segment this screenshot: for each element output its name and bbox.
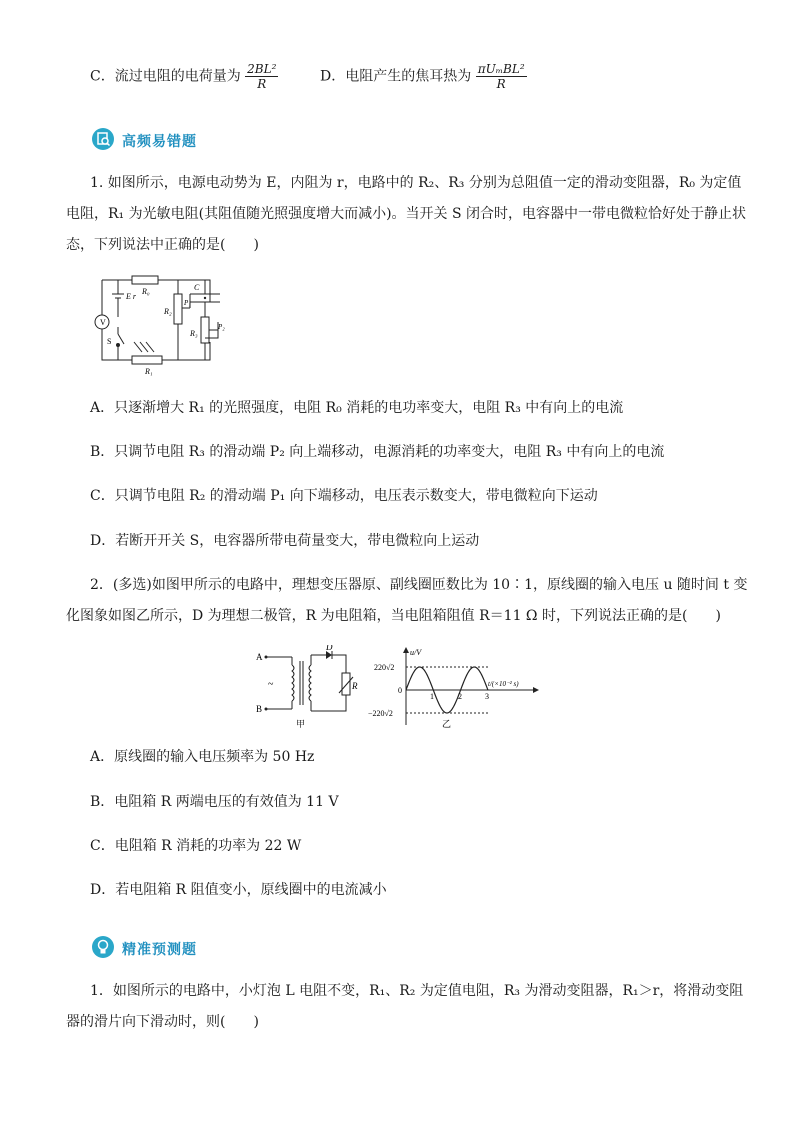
terminal-b: B [256,704,263,714]
option-c-top [90,62,278,91]
terminal-a: A [256,652,263,662]
label-r2: R₂ [164,307,172,316]
graph-peak-label: 220√2 [374,663,395,672]
q1-line3: 态，下列说法中正确的是( ) [66,237,259,253]
q2-option-d: D．若电阻箱 R 阻值变小，原线圈中的电流减小 [90,882,387,898]
diode-label: D [326,645,333,652]
q1-option-b: B．只调节电阻 R₃ 的滑动端 P₂ 向上端移动，电源消耗的功率变大，电阻 R₃ 中有向上的电流 [90,444,665,460]
fraction-c: $\frac{\text{2BL²}}{R}$ [247,62,277,91]
voltmeter-label: V [100,318,106,327]
q2-option-b: B．电阻箱 R 两端电压的有效值为 11 V [90,794,339,810]
q2-line2: 化图象如图乙所示，D 为理想二极管，R 为电阻箱，当电阻箱阻值 R＝11 Ω 时，下列说法正确的是( ) [66,608,721,624]
q2-option-a: A．原线圈的输入电压频率为 50 Hz [90,749,315,765]
resistor-label: R [352,681,358,691]
q3-line2: 器的滑片向下滑动时，则( ) [66,1014,259,1030]
tick-2: 2 [458,692,462,701]
q1-option-d: D．若断开开关 S，电容器所带电荷量变大，带电微粒向上运动 [90,533,480,549]
option-d-top [320,62,527,91]
option-d-text: D．电阻产生的焦耳热为 [320,68,472,85]
label-p2: P₂ [218,323,225,331]
figure-jia-label: 甲 [296,719,306,729]
tick-1: 1 [430,692,434,701]
q1-circuit-diagram [90,272,240,377]
figure-yi-label: 乙 [442,719,452,729]
option-c-text: C．流过电阻的电荷量为 [90,68,241,85]
label-r3: R₃ [190,329,198,338]
q2-option-c: C．电阻箱 R 消耗的功率为 22 W [90,838,302,854]
label-er: E r [126,292,136,301]
section-title-high-frequency: 高频易错题 [122,134,197,150]
label-r0: R₀ [142,287,150,296]
lightbulb-icon [92,936,114,958]
section-title-precise-prediction: 精准预测题 [122,942,197,958]
tick-3: 3 [485,692,489,701]
graph-xlabel: t/(×10⁻² s) [488,680,519,688]
ac-source-symbol: ~ [268,679,274,690]
q1-option-a: A．只逐渐增大 R₁ 的光照强度，电阻 R₀ 消耗的电功率变大，电阻 R₃ 中有向上的电流 [90,400,624,416]
q2-line1: 2．(多选)如图甲所示的电路中，理想变压器原、副线圈匝数比为 10∶1，原线圈的输入电压 u 随时间 t 变 [90,577,748,593]
label-p1: P₁ [184,299,191,307]
graph-origin-label: 0 [398,686,402,695]
q2-voltage-graph [368,645,543,730]
q3-line1: 1．如图所示的电路中，小灯泡 L 电阻不变，R₁、R₂ 为定值电阻，R₃ 为滑动变阻器，R₁＞r，将滑动变阻 [90,983,744,999]
q1-option-c: C．只调节电阻 R₂ 的滑动端 P₁ 向下端移动，电压表示数变大，带电微粒向下运动 [90,488,598,504]
q1-line1: 1. 如图所示，电源电动势为 E，内阻为 r，电路中的 R₂、R₃ 分别为总阻值一定的滑动变阻器，R₀ 为定值 [90,175,742,191]
graph-trough-label: −220√2 [368,709,393,718]
fraction-d: $\frac{\text{πUₘBL²}}{R}$ [477,62,525,91]
q1-line2: 电阻，R₁ 为光敏电阻(其阻值随光照强度增大而减小)。当开关 S 闭合时，电容器中一带电微粒恰好处于静止状 [66,206,747,222]
label-s: S [107,337,112,346]
label-c: C [194,283,200,292]
q2-transformer-diagram [256,645,361,730]
label-r1: R₁ [145,367,153,376]
magnifier-doc-icon [92,128,114,150]
graph-ylabel: u/V [410,648,422,657]
